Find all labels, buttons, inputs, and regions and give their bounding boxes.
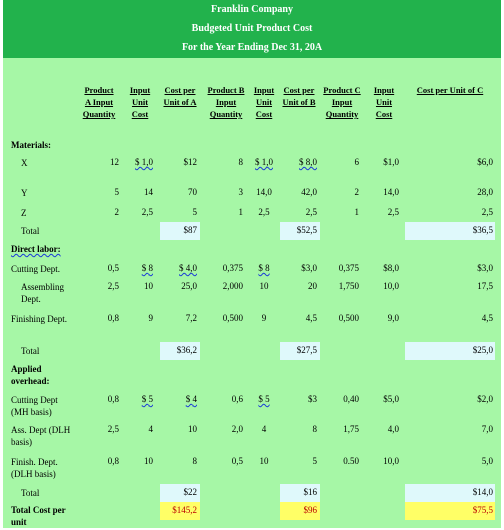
row-label-z: Z [21,208,27,218]
cell-lf-bu: 4,5 [305,313,317,323]
cell-lf-ac: 9 [148,313,153,323]
labor-total-b: $27,5 [296,345,317,355]
cell-oa-cc: 4,0 [387,424,399,434]
cell-oc-bq: 0,6 [231,394,243,404]
cell-of-bq: 0,5 [231,456,243,466]
cell-y-bu: 42,0 [301,187,317,197]
cell-la-bu: 20 [308,281,317,291]
cell-y-bc: 14,0 [256,187,272,197]
cell-y-cq: 2 [354,187,359,197]
cell-z-cc: 2,5 [387,207,399,217]
cell-lf-cu: 4,5 [481,313,493,323]
cell-lc-cc: $8,0 [383,263,399,273]
report-period: For the Year Ending Dec 31, 20A [181,42,323,53]
cell-la-au: 25,0 [181,281,197,291]
section-materials: Materials: [11,140,51,150]
cell-y-bq: 3 [238,187,243,197]
cell-lc-cu: $3,0 [477,263,493,273]
cell-y-aq: 5 [114,187,119,197]
cell-lc-bq: 0,375 [222,263,243,273]
row-label-cutting: Cutting Dept. [11,264,60,274]
cell-la-cu: 17,5 [477,281,493,291]
cell-lf-aq: 0,8 [107,313,119,323]
cell-la-cq: 1,750 [338,281,359,291]
overhead-total-a: $22 [183,487,197,497]
cell-x-au: $12 [183,157,197,167]
cell-la-cc: 10,0 [383,281,399,291]
cell-y-au: 70 [188,187,197,197]
cell-x-aq: 12 [110,157,119,167]
cost-sheet [3,0,501,528]
cell-la-bc: 10 [259,281,269,291]
cell-x-bu: $ 8,0 [299,157,317,167]
cell-oa-cq: 1,75 [343,424,359,434]
cell-oa-aq: 2,5 [107,424,119,434]
row-label-finishing: Finishing Dept. [11,314,68,324]
materials-total-label: Total [21,226,40,236]
header-b-input-qty: Product B Input Quantity [207,85,245,119]
cell-of-bc: 10 [259,456,269,466]
cell-lf-cq: 0,500 [338,313,359,323]
cell-lf-au: 7,2 [185,313,197,323]
header-a-unit-cost: Input Unit Cost [129,85,151,119]
grand-total-c: $75,5 [472,505,493,515]
cell-y-cc: 14,0 [383,187,399,197]
cell-oa-au: 10 [188,424,197,434]
header-c-cost-per-unit: Cost per Unit of C [416,85,484,95]
cell-lf-bq: 0,500 [222,313,243,323]
cell-z-bu: 2,5 [305,207,317,217]
header-c-unit-cost: Input Unit Cost [373,85,395,119]
labor-total-a: $36,2 [176,345,197,355]
header-c-input-qty: Product C Input Quantity [323,85,361,119]
cell-la-aq: 2,5 [107,281,119,291]
row-label-y: Y [21,188,28,198]
row-label-x: X [21,158,28,168]
cell-x-bq: 8 [238,157,243,167]
cell-lc-aq: 0,5 [107,263,119,273]
cell-z-bc: 2,5 [258,207,270,217]
report-banner [3,0,501,58]
header-a-input-qty: Product A Input Quantity [82,85,116,119]
labor-total-c: $25,0 [472,345,493,355]
cell-x-ac: $ 1,0 [135,157,153,167]
cell-oa-bu: 8 [312,424,317,434]
cell-z-au: 5 [192,207,197,217]
cell-of-aq: 0,8 [107,456,119,466]
overhead-total-c: $14,0 [472,487,493,497]
materials-total-c: $36,5 [472,225,493,235]
cell-lf-bc: 9 [261,313,267,323]
cell-z-bq: 1 [238,207,243,217]
cell-of-bu: 5 [312,456,317,466]
cell-z-ac: 2,5 [141,207,153,217]
cell-oc-cq: 0,40 [343,394,359,404]
cell-oc-bc: $ 5 [258,394,270,404]
materials-total-a: $87 [183,225,197,235]
cell-lc-bc: $ 8 [258,263,270,273]
row-label-oh-finishing: Finish. Dept. (DLH basis) [11,457,58,479]
cell-oc-cc: $5,0 [383,394,399,404]
cell-oc-ac: $ 5 [141,394,153,404]
cell-of-cc: 10,0 [383,456,399,466]
cell-of-cq: 0.50 [343,456,359,466]
cell-lc-cq: 0,375 [338,263,359,273]
cell-oa-cu: 7,0 [481,424,493,434]
cell-oa-bq: 2,0 [231,424,243,434]
cell-oc-aq: 0,8 [107,394,119,404]
company-name: Franklin Company [211,4,293,15]
cell-oa-ac: 4 [148,424,153,434]
total-cost-label: Total Cost per unit [11,505,66,527]
header-a-cost-per-unit: Cost per Unit of A [163,85,197,107]
cell-y-ac: 14 [144,187,153,197]
cell-x-bc: $ 1,0 [255,157,273,167]
cell-la-bq: 2,000 [222,281,243,291]
report-title: Budgeted Unit Product Cost [191,23,313,34]
grand-total-a: $145,2 [172,505,197,515]
cell-z-cu: 2,5 [481,207,493,217]
cell-oc-bu: $3 [308,394,317,404]
materials-total-b: $52,5 [296,225,317,235]
cell-x-cq: 6 [354,157,359,167]
row-label-assembling: Assembling Dept. [21,282,65,304]
cell-oc-cu: $2,0 [477,394,493,404]
cell-lf-cc: 9,0 [387,313,399,323]
cell-z-cq: 1 [354,207,359,217]
labor-total-label: Total [21,346,40,356]
overhead-total-label: Total [21,488,40,498]
header-b-cost-per-unit: Cost per Unit of B [282,85,316,107]
cell-x-cc: $1,0 [383,157,399,167]
section-overhead: Applied overhead: [11,364,50,386]
section-labor: Direct labor: [11,244,61,254]
cell-lc-bu: $3,0 [301,263,317,273]
overhead-total-b: $16 [303,487,317,497]
header-b-unit-cost: Input Unit Cost [253,85,275,119]
row-label-oh-cutting: Cutting Dept (MH basis) [11,395,58,417]
cell-lc-ac: $ 8 [141,263,153,273]
cell-of-au: 8 [192,456,197,466]
cell-oc-au: $ 4 [185,394,197,404]
cell-of-cu: 5,0 [481,456,493,466]
cell-la-ac: 10 [144,281,153,291]
cell-oa-bc: 4 [261,424,267,434]
cell-x-cu: $6,0 [477,157,493,167]
grand-total-b: $96 [303,505,317,515]
cell-y-cu: 28,0 [477,187,493,197]
row-label-oh-assembly: Ass. Dept (DLH basis) [11,425,71,447]
cell-z-aq: 2 [114,207,119,217]
cell-lc-au: $ 4,0 [179,263,197,273]
cell-of-ac: 10 [144,456,153,466]
